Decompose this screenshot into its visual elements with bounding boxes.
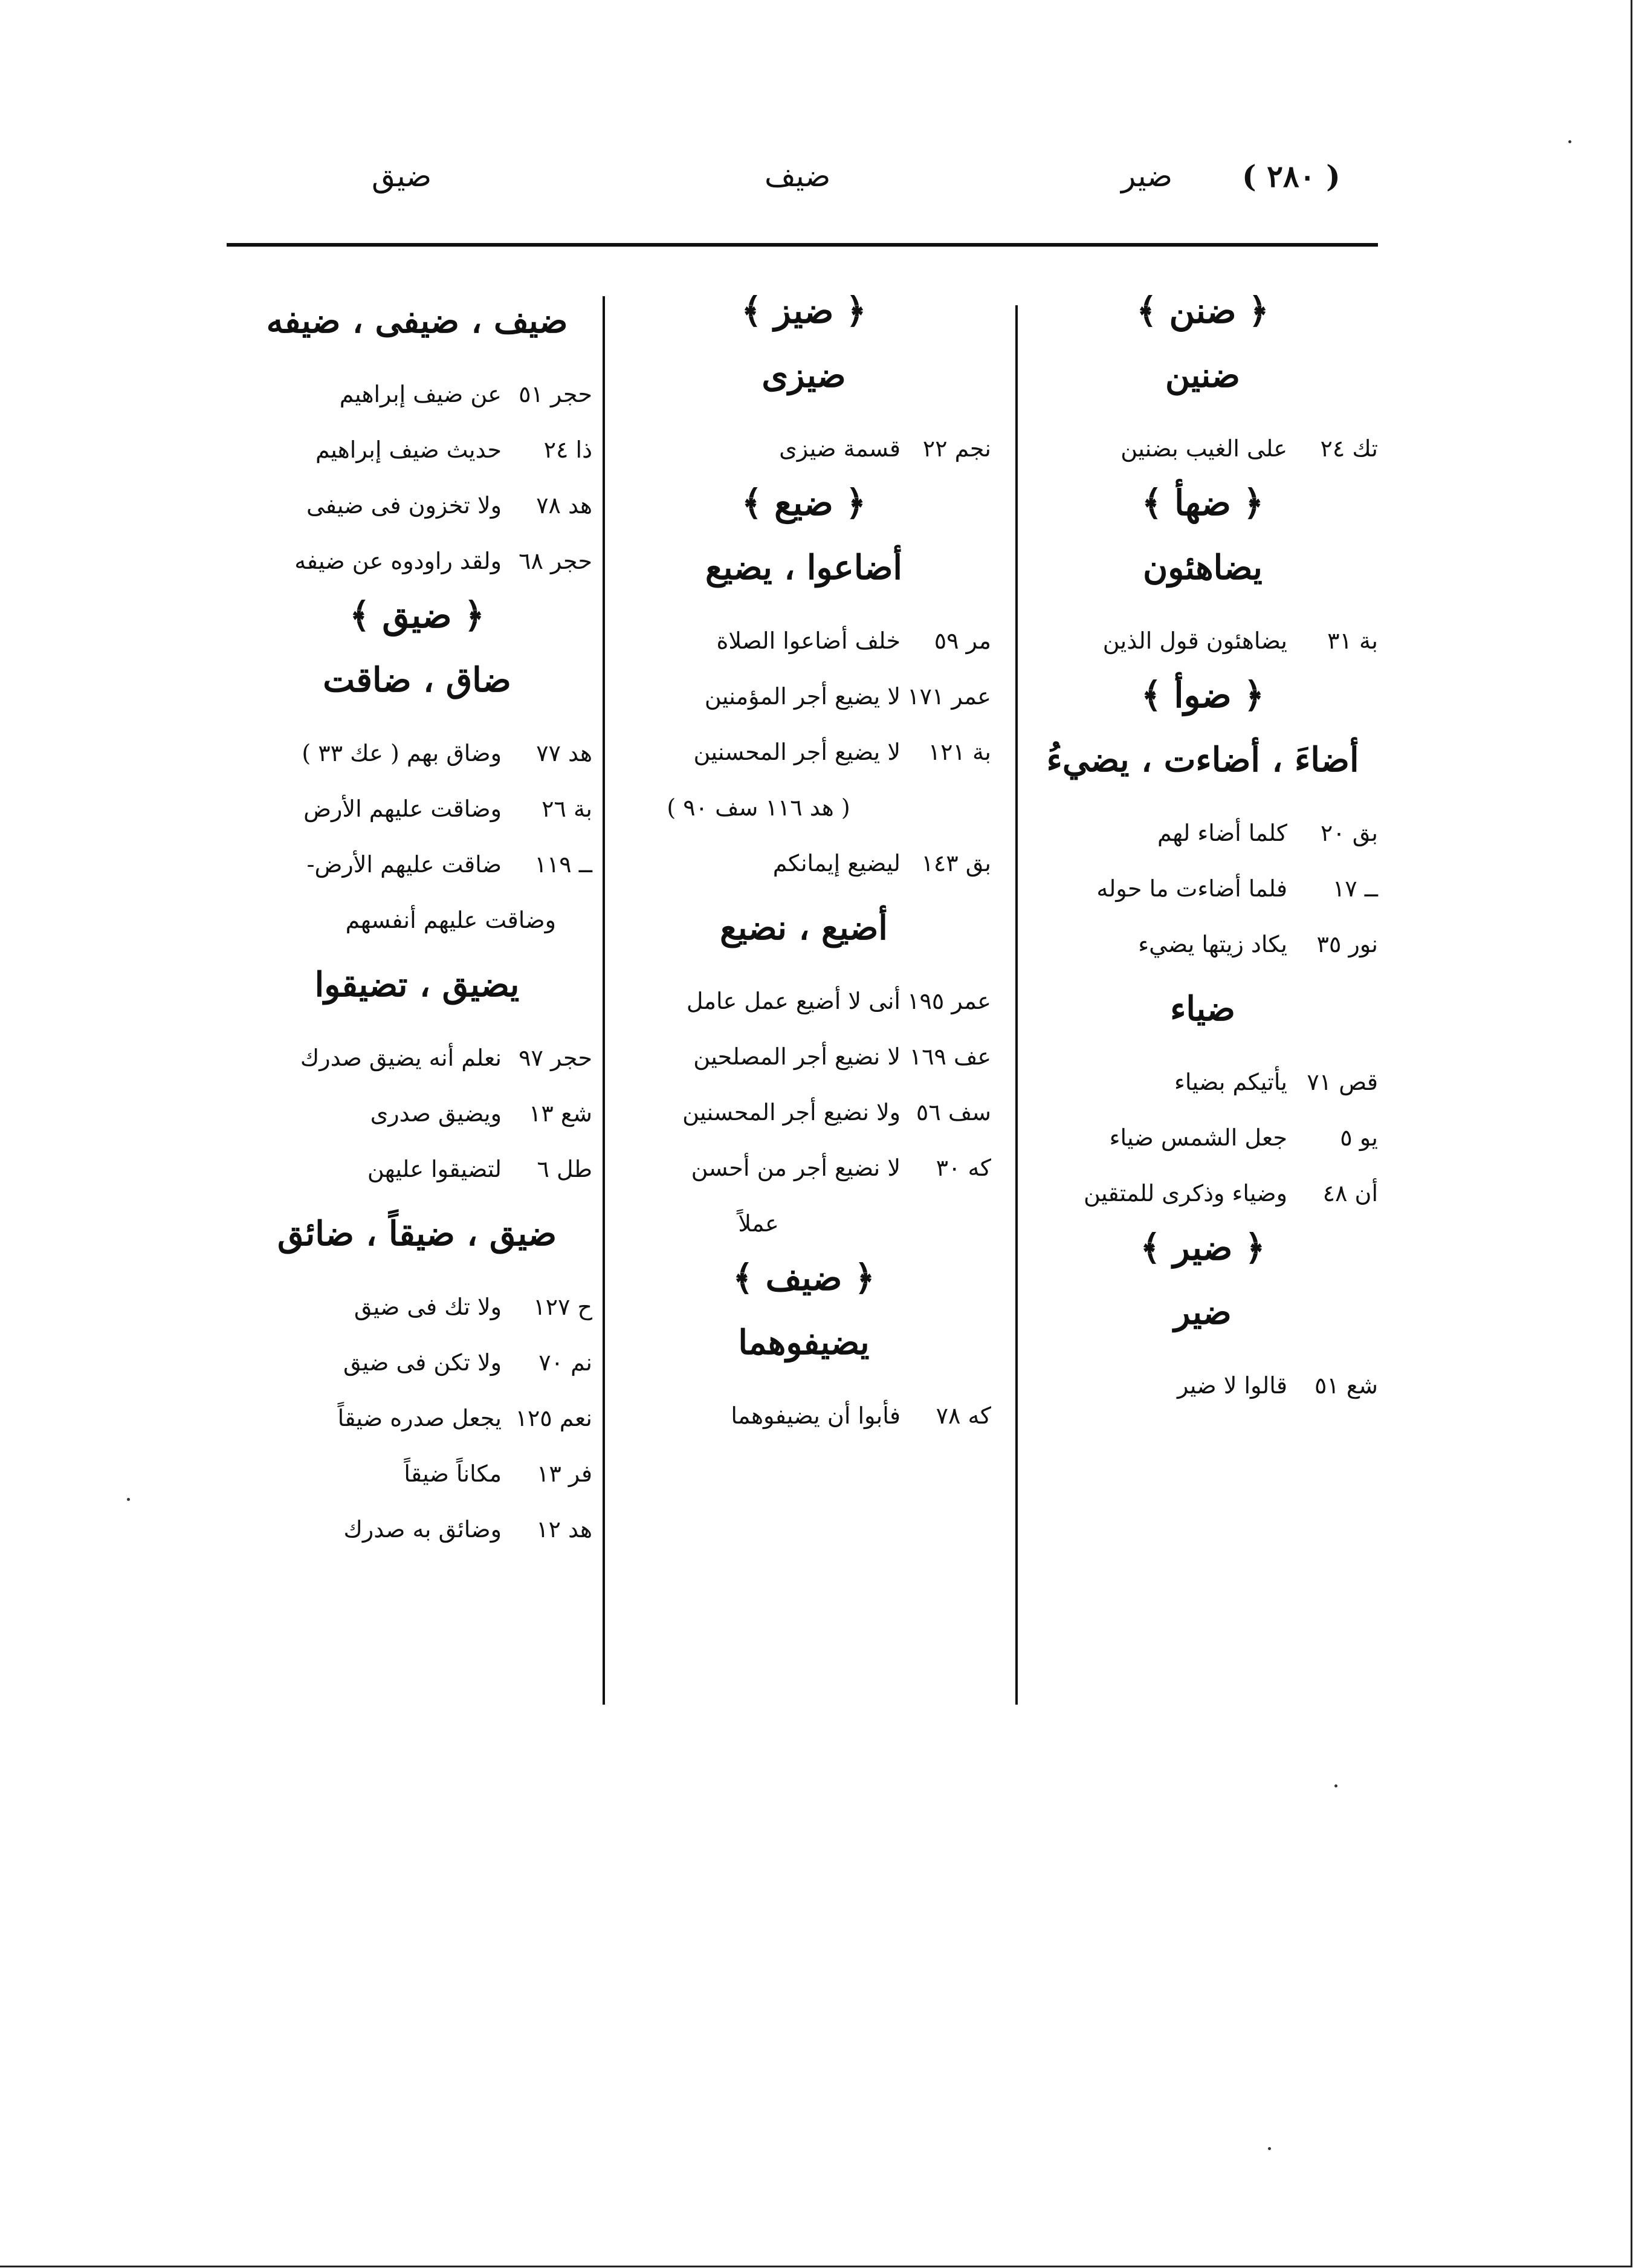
verse-excerpt: ولقد راودوه عن ضيفه [294, 548, 502, 574]
verse-excerpt: قالوا لا ضير [1177, 1372, 1287, 1399]
verse-reference [901, 1196, 991, 1251]
index-entry [616, 724, 991, 780]
verse-reference: هد ١٢ [536, 1516, 592, 1543]
verse-excerpt: كلما أضاء لهم [1157, 820, 1287, 846]
scan-speck [1568, 140, 1571, 143]
verse-excerpt: وضاقت عليهم أنفسهم [345, 907, 556, 933]
column-left [242, 284, 592, 1905]
verse-reference: أن ٤٨ [1322, 1180, 1378, 1207]
verse-excerpt: يأتيكم بضياء [1174, 1069, 1287, 1095]
scan-speck [1334, 1784, 1337, 1787]
verse-reference: حجر ٦٨ [519, 548, 592, 574]
index-entry [1027, 1054, 1378, 1110]
verse-excerpt: وضائق به صدرك [343, 1516, 502, 1543]
scan-speck [1268, 2147, 1271, 2150]
derivative-heading: ضيق ، ضيقاً ، ضائق [277, 1214, 557, 1254]
verse-excerpt: فأبوا أن يضيفوهما [731, 1402, 901, 1429]
index-entry [242, 366, 592, 422]
derivative-heading: ضياء [1170, 989, 1235, 1029]
column-divider-left [603, 296, 605, 1705]
derivative-heading: يضيفوهما [738, 1323, 870, 1362]
verse-excerpt: وضاق بهم ( عك ٣٣ ) [302, 740, 502, 766]
verse-reference: ــ ١١٩ [534, 851, 592, 878]
verse-reference: حجر ٥١ [519, 381, 592, 407]
index-entry [616, 421, 991, 476]
verse-excerpt: لا نضيع أجر المصلحين [693, 1043, 901, 1070]
column-right [1027, 284, 1378, 1905]
index-entry [616, 780, 991, 835]
root-heading: ﴿ ضنن ﴾ [1136, 290, 1269, 331]
derivative-heading: ضيف ، ضيفى ، ضيفه [266, 301, 568, 341]
verse-excerpt: على الغيب بضنين [1120, 435, 1287, 462]
verse-excerpt: يكاد زيتها يضيء [1138, 931, 1287, 957]
index-entry [616, 1084, 991, 1140]
index-entry [242, 1086, 592, 1141]
verse-excerpt: عملاً [738, 1210, 779, 1237]
verse-reference: نم ٧٠ [538, 1349, 592, 1376]
verse-excerpt: ولا تك فى ضيق [354, 1294, 502, 1320]
root-heading: ﴿ ضيف ﴾ [732, 1257, 875, 1298]
verse-reference: تك ٢٤ [1320, 435, 1378, 462]
verse-reference: فر ١٣ [536, 1460, 592, 1487]
verse-excerpt: ضاقت عليهم الأرض- [306, 851, 502, 878]
verse-reference: نعم ١٢٥ [515, 1405, 592, 1431]
verse-reference: قص ٧١ [1307, 1069, 1378, 1095]
header-word-left: ضيق [372, 158, 432, 193]
derivative-heading: ضير [1174, 1292, 1232, 1332]
verse-excerpt: ويضيق صدرى [370, 1100, 502, 1127]
index-entry [242, 1335, 592, 1390]
index-entry [1027, 805, 1378, 861]
index-entry [616, 669, 991, 724]
verse-excerpt: مكاناً ضيقاً [404, 1460, 502, 1487]
root-heading: ﴿ ضيع ﴾ [742, 482, 866, 523]
index-entry [242, 1030, 592, 1086]
header-word-middle: ضيف [765, 158, 831, 193]
verse-reference: مر ٥٩ [934, 627, 991, 654]
root-heading: ﴿ ضيز ﴾ [741, 290, 867, 331]
verse-reference: حجر ٩٧ [519, 1045, 592, 1071]
verse-reference: طل ٦ [537, 1156, 592, 1182]
index-entry [1027, 1358, 1378, 1413]
verse-reference: شع ٥١ [1314, 1372, 1378, 1399]
verse-reference: بق ١٤٣ [921, 850, 991, 876]
root-heading: ﴿ ضيق ﴾ [349, 595, 485, 636]
column-middle [616, 284, 991, 1905]
index-entry [616, 835, 991, 891]
verse-excerpt: وضياء وذكرى للمتقين [1084, 1180, 1287, 1207]
index-entry [616, 1196, 991, 1251]
verse-excerpt: نعلم أنه يضيق صدرك [300, 1045, 502, 1071]
verse-excerpt: يجعل صدره ضيقاً [337, 1405, 502, 1431]
verse-reference: عف ١٦٩ [909, 1043, 991, 1070]
scan-speck [127, 1498, 130, 1501]
root-heading: ﴿ ضير ﴾ [1140, 1227, 1266, 1268]
index-entry [242, 837, 592, 892]
derivative-heading: أضاعوا ، يضيع [705, 548, 902, 588]
verse-reference: كه ٧٨ [936, 1402, 991, 1429]
verse-reference: شع ١٣ [529, 1100, 592, 1127]
verse-reference: هد ٧٨ [536, 492, 592, 519]
index-entry [616, 1140, 991, 1196]
root-heading: ﴿ ضوأ ﴾ [1141, 675, 1264, 716]
index-entry [616, 973, 991, 1029]
verse-excerpt: ولا نضيع أجر المحسنين [682, 1099, 901, 1126]
verse-reference: نجم ٢٢ [922, 435, 991, 462]
page-number: ( ٢٨٠ ) [1242, 158, 1340, 194]
index-entry [616, 613, 991, 669]
derivative-heading: يضاهئون [1143, 548, 1263, 588]
root-heading: ﴿ ضهأ ﴾ [1141, 482, 1264, 523]
index-entry [242, 725, 592, 781]
verse-excerpt: وضاقت عليهم الأرض [303, 795, 502, 822]
index-entry [1027, 916, 1378, 972]
derivative-heading: يضيق ، تضيقوا [314, 965, 520, 1005]
verse-excerpt: حديث ضيف إبراهيم [315, 436, 502, 463]
verse-reference: بة ٣١ [1327, 627, 1378, 654]
verse-reference: كه ٣٠ [936, 1155, 991, 1181]
index-entry [1027, 1110, 1378, 1165]
verse-reference: ح ١٢٧ [533, 1294, 592, 1320]
index-entry [242, 1390, 592, 1446]
verse-excerpt: لا يضيع أجر المؤمنين [704, 683, 901, 710]
verse-excerpt: لا يضيع أجر المحسنين [693, 739, 901, 765]
derivative-heading: ضاق ، ضاقت [323, 660, 511, 700]
index-entry [616, 1029, 991, 1084]
index-entry [242, 1141, 592, 1197]
header-word-right: ضير [1121, 158, 1173, 193]
verse-reference: ــ ١٧ [1332, 875, 1378, 902]
verse-excerpt: أنى لا أضيع عمل عامل [686, 988, 901, 1014]
verse-excerpt: قسمة ضيزى [779, 435, 901, 462]
index-entry [1027, 1165, 1378, 1221]
verse-reference [901, 780, 991, 835]
column-divider-right [1015, 305, 1018, 1705]
verse-excerpt: لا نضيع أجر من أحسن [691, 1155, 901, 1181]
index-entry [242, 892, 592, 948]
verse-reference: بة ١٢١ [928, 739, 991, 765]
verse-excerpt: يضاهئون قول الذين [1102, 627, 1287, 654]
index-entry [242, 1502, 592, 1557]
header-rule [227, 243, 1378, 247]
index-entry [616, 1388, 991, 1443]
verse-excerpt: ليضيع إيمانكم [772, 850, 901, 876]
index-entry [242, 478, 592, 533]
index-entry [242, 533, 592, 589]
index-entry [1027, 421, 1378, 476]
verse-reference: ذا ٢٤ [543, 436, 592, 463]
verse-reference: عمر ١٩٥ [907, 988, 991, 1014]
verse-reference: يو ٥ [1340, 1124, 1378, 1151]
derivative-heading: أضيع ، نضيع [720, 908, 888, 948]
index-entry [242, 422, 592, 478]
verse-excerpt: خلف أضاعوا الصلاة [716, 627, 901, 654]
verse-excerpt: ولا تكن فى ضيق [343, 1349, 502, 1376]
verse-excerpt: جعل الشمس ضياء [1109, 1124, 1287, 1151]
verse-reference: بق ٢٠ [1320, 820, 1378, 846]
verse-reference [556, 892, 592, 948]
index-entry [242, 1279, 592, 1335]
verse-reference: هد ٧٧ [536, 740, 592, 766]
verse-excerpt: ولا تخزون فى ضيفى [306, 492, 502, 519]
verse-excerpt: لتضيقوا عليهن [367, 1156, 502, 1182]
verse-reference: سف ٥٦ [916, 1099, 991, 1126]
index-entry [242, 1446, 592, 1502]
verse-reference: بة ٢٦ [542, 795, 592, 822]
verse-excerpt: ( هد ١١٦ سف ٩٠ ) [667, 794, 850, 821]
derivative-heading: أضاءَ ، أضاءت ، يضيءُ [1046, 740, 1359, 780]
verse-excerpt: فلما أضاءت ما حوله [1096, 875, 1287, 902]
index-entry [1027, 613, 1378, 669]
verse-excerpt: عن ضيف إبراهيم [339, 381, 502, 407]
verse-reference: نور ٣٥ [1316, 931, 1378, 957]
derivative-heading: ضنين [1165, 355, 1240, 395]
index-entry [1027, 861, 1378, 916]
index-entry [242, 781, 592, 837]
derivative-heading: ضيزى [762, 355, 846, 395]
verse-reference: عمر ١٧١ [907, 683, 991, 710]
